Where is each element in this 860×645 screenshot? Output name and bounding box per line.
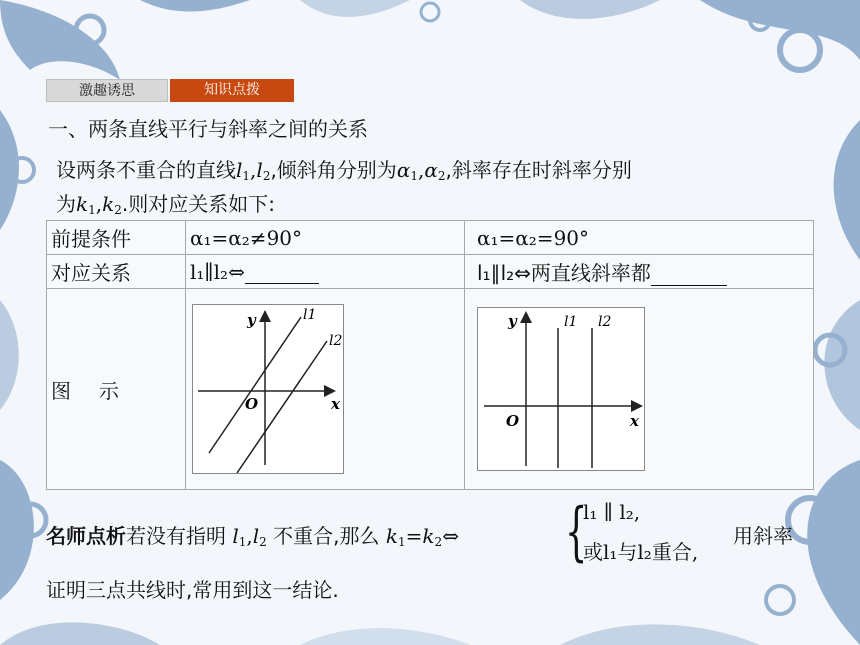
row-label: 图 示 (47, 289, 186, 490)
teacher-note: 名师点析若没有指明 $l_1,l_2$ 不重合,那么 $k_1=k_2\Leftrightarrow$ (46, 524, 459, 549)
y-label: y (508, 312, 517, 330)
l2-label: l2 (598, 314, 612, 330)
fill-blank (651, 265, 727, 286)
intro-text: 为 (56, 192, 76, 216)
intro-text: ,倾斜角分别为 (270, 158, 397, 182)
note-line-2: 证明三点共线时,常用到这一结论. (46, 578, 339, 602)
note-text: 若没有指明 (126, 524, 233, 548)
row-label: 前提条件 (47, 221, 186, 255)
x-label: x (331, 395, 340, 413)
relation-cell-2 (465, 255, 814, 289)
table-row (47, 221, 814, 255)
line-l1 (209, 317, 301, 453)
relation-cell-1 (186, 255, 465, 289)
case-parallel: l₁ ∥ l₂, (583, 500, 641, 524)
intro-line-2: 为$k_1,k_2$.则对应关系如下: (56, 192, 275, 217)
relation-text: l₁∥l₂⇔两直线斜率都 (477, 261, 651, 285)
y-label: y (247, 311, 256, 329)
note-text: 不重合,那么 (266, 524, 386, 548)
l1-label: l1 (564, 314, 578, 330)
relation-text: l₁∥l₂⇔ (190, 259, 245, 284)
intro-text: 设两条不重合的直线 (56, 158, 236, 182)
relation-table (46, 220, 814, 490)
condition-cell-2: α₁=α₂=90° (465, 221, 814, 255)
intro-text: ,斜率存在时斜率分别 (445, 158, 632, 182)
table-row (47, 255, 814, 289)
table-row (47, 289, 814, 490)
tab-knowledge-points[interactable]: 知识点拨 (170, 79, 294, 102)
condition-cell-1: α₁=α₂≠90° (186, 221, 465, 255)
note-text-after: 用斜率 (733, 524, 793, 548)
left-brace: { (565, 495, 588, 569)
note-label: 名师点析 (46, 524, 126, 548)
x-label: x (630, 412, 639, 430)
section-heading: 一、两条直线平行与斜率之间的关系 (48, 117, 368, 141)
graph-cell-1 (186, 289, 465, 490)
graph-cell-2 (465, 289, 814, 490)
tab-stimulate-interest[interactable]: 激趣诱思 (46, 79, 168, 102)
l2-label: l2 (329, 333, 343, 349)
graph-vertical-parallel (477, 307, 645, 471)
origin-label: O (245, 395, 259, 413)
fill-blank (245, 263, 319, 284)
graph-oblique-parallel (192, 304, 344, 474)
row-label: 对应关系 (47, 255, 186, 289)
intro-line-1: 设两条不重合的直线$l_1,l_2$,倾斜角分别为$\alpha_1,\alpha_2$,斜率存在时斜率分别 (56, 158, 632, 183)
case-coincide: 或l₁与l₂重合, (583, 540, 699, 564)
origin-label: O (506, 412, 520, 430)
l1-label: l1 (303, 307, 317, 323)
intro-text: .则对应关系如下: (121, 192, 275, 216)
